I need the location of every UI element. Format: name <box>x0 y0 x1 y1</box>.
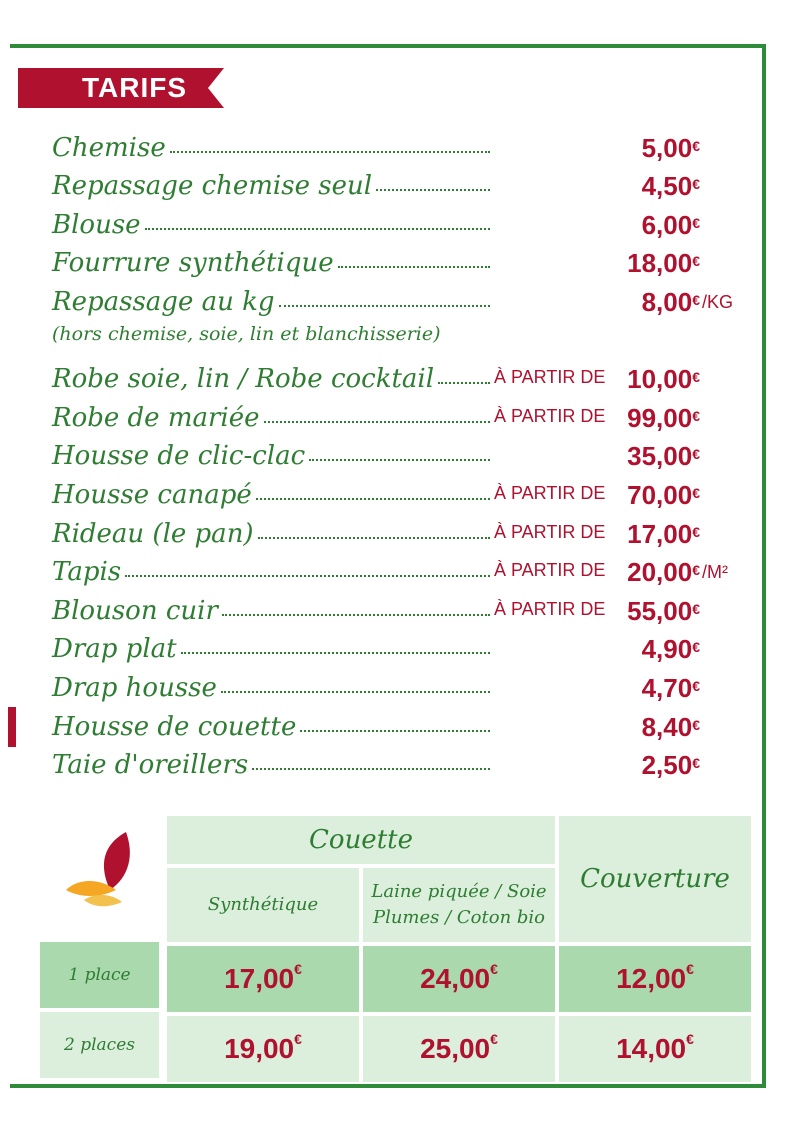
price-row <box>52 587 752 626</box>
item-name: Housse de couette <box>52 711 297 742</box>
price-row <box>52 664 752 703</box>
item-price: 5,00€ <box>641 132 700 163</box>
row-label-1-place: 1 place <box>40 942 159 1008</box>
from-label: À PARTIR DE <box>494 598 606 619</box>
price-row <box>52 240 752 279</box>
price-cell: 17,00€ <box>167 946 359 1012</box>
dotted-leader <box>258 507 490 539</box>
dotted-leader <box>300 700 490 732</box>
item-price: 4,50€ <box>641 171 700 202</box>
table-row <box>163 946 751 1012</box>
dotted-leader <box>309 429 490 461</box>
frame-top-border <box>10 44 766 48</box>
price-row <box>52 201 752 240</box>
item-name: Housse de clic-clac <box>52 441 306 472</box>
price-row <box>52 626 752 665</box>
price-cell: 12,00€ <box>559 946 751 1012</box>
item-name: Fourrure synthétique <box>52 248 334 279</box>
dotted-leader <box>338 236 490 268</box>
row-label-2-places: 2 places <box>40 1012 159 1078</box>
table-row <box>163 1016 751 1082</box>
price-cell: 25,00€ <box>363 1016 555 1082</box>
price-row <box>52 394 752 433</box>
dotted-leader <box>181 622 490 654</box>
frame-right-border <box>762 44 766 1088</box>
from-label: À PARTIR DE <box>494 405 606 426</box>
item-price: 35,00€ <box>627 441 700 472</box>
couette-header: Couette <box>167 816 555 864</box>
price-cell: 14,00€ <box>559 1016 751 1082</box>
tarifs-banner <box>18 68 224 108</box>
from-label <box>494 778 616 780</box>
dotted-leader <box>145 198 490 230</box>
item-name: Taie d'oreillers <box>52 750 249 781</box>
item-name: Robe de mariée <box>52 402 260 433</box>
item-name: Rideau (le pan) <box>52 518 254 549</box>
leaf-logo-icon <box>64 830 144 910</box>
from-label: À PARTIR DE <box>494 482 606 503</box>
dotted-leader <box>438 352 490 384</box>
price-row <box>52 163 752 202</box>
price-cell: 19,00€ <box>167 1016 359 1082</box>
item-name: Robe soie, lin / Robe cocktail <box>52 364 435 395</box>
dotted-leader <box>279 275 491 307</box>
item-name: Repassage au kg <box>52 286 275 317</box>
item-name: Repassage chemise seul <box>52 171 373 202</box>
item-unit: /M² <box>702 562 728 583</box>
dotted-leader <box>376 159 490 191</box>
page-title: TARIFS <box>82 72 188 103</box>
from-label <box>494 315 616 317</box>
from-label: À PARTIR DE <box>494 367 606 388</box>
item-name: Blouson cuir <box>52 595 218 626</box>
item-name: Chemise <box>52 132 166 163</box>
price-row <box>52 742 752 781</box>
duvet-price-table <box>159 812 755 1086</box>
from-label: À PARTIR DE <box>494 521 606 542</box>
dotted-leader <box>252 738 490 770</box>
dotted-leader <box>222 584 490 616</box>
price-cell: 24,00€ <box>363 946 555 1012</box>
item-price: 4,70€ <box>641 672 700 703</box>
item-price: 18,00€ <box>627 248 700 279</box>
item-price: 8,00€ <box>641 286 700 317</box>
dotted-leader <box>256 468 490 500</box>
col-laine-header: Laine piquée / Soie Plumes / Coton bio <box>363 868 555 942</box>
item-price: 99,00€ <box>627 402 700 433</box>
price-row <box>52 703 752 742</box>
dotted-leader <box>125 545 490 577</box>
left-edge-marker <box>8 707 16 747</box>
dotted-leader <box>170 121 490 153</box>
item-name: Housse canapé <box>52 479 252 510</box>
item-name: Blouse <box>52 209 141 240</box>
dotted-leader <box>264 391 491 423</box>
price-row <box>52 124 752 163</box>
pricing-note: (hors chemise, soie, lin et blanchisserie) <box>52 322 441 345</box>
item-price: 8,40€ <box>641 711 700 742</box>
dotted-leader <box>221 661 490 693</box>
price-row <box>52 471 752 510</box>
item-price: 70,00€ <box>627 479 700 510</box>
col-synthetique-header: Synthétique <box>167 868 359 942</box>
price-row <box>52 278 752 317</box>
item-price: 6,00€ <box>641 209 700 240</box>
item-price: 55,00€ <box>627 595 700 626</box>
item-unit: /KG <box>702 291 734 312</box>
item-name: Drap housse <box>52 672 217 703</box>
price-row <box>52 433 752 472</box>
item-price: 17,00€ <box>627 518 700 549</box>
from-label: À PARTIR DE <box>494 560 606 581</box>
price-row <box>52 549 752 588</box>
item-name: Drap plat <box>52 634 177 665</box>
item-price: 2,50€ <box>641 750 700 781</box>
item-price: 10,00€ <box>627 364 700 395</box>
item-price: 20,00€ <box>627 557 700 588</box>
item-name: Tapis <box>52 557 122 588</box>
item-price: 4,90€ <box>641 634 700 665</box>
price-row <box>52 356 752 395</box>
price-row <box>52 510 752 549</box>
couverture-header: Couverture <box>559 816 751 942</box>
price-list <box>52 124 752 780</box>
